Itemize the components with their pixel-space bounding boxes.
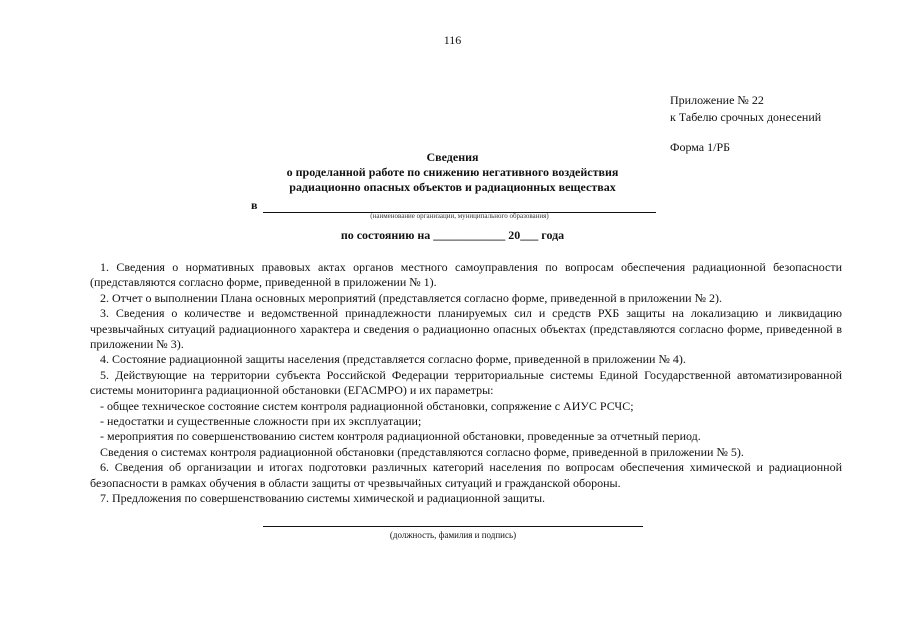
item-5-bullet-3: - мероприятия по совершенствованию систем контроля радиационной обстановки, проведенные за отчетный период. xyxy=(100,429,701,444)
organization-field xyxy=(251,198,656,228)
signature-line xyxy=(263,526,643,527)
as-of-date-line: по состоянию на ____________ 20___ года xyxy=(340,228,565,242)
item-2: 2. Отчет о выполнении Плана основных мероприятий (представляется согласно форме, приведенной в приложении № 2). xyxy=(100,290,723,305)
signature-block xyxy=(263,526,643,540)
item-5-bullet-1: - общее техническое состояние систем контроля радиационной обстановки, сопряжение с АИУС РСЧС; xyxy=(100,398,634,413)
document-title xyxy=(0,150,905,195)
item-7: 7. Предложения по совершенствованию системы химической и радиационной защиты. xyxy=(100,491,546,506)
appendix-header xyxy=(670,92,821,156)
form-code: Форма 1/РБ xyxy=(670,140,731,154)
item-5-note: Сведения о системах контроля радиационной обстановки (представляются согласно форме, приведенной в приложении № 5). xyxy=(100,444,744,459)
title-line-1: Сведения xyxy=(426,150,479,164)
title-line-2: о проделанной работе по снижению негативного воздействия xyxy=(286,165,619,179)
item-1: 1. Сведения о нормативных правовых актах органов местного самоуправления по вопросам обеспечения радиационной безопасности (представляются согласно форме, приведенной в приложении № 1). xyxy=(90,260,842,290)
signature-caption: (должность, фамилия и подпись) xyxy=(389,530,517,540)
page-number: 116 xyxy=(443,33,462,47)
item-5-bullet-2: - недостатки и существенные сложности при их эксплуатации; xyxy=(100,414,422,429)
title-line-3: радиационно опасных объектов и радиационных веществах xyxy=(289,180,616,194)
document-body xyxy=(90,260,842,507)
appendix-reference: к Табелю срочных донесений xyxy=(670,110,822,124)
item-5: 5. Действующие на территории субъекта Российской Федерации территориальные системы Единой Государственной автоматизированной системы мониторинга радиационной обстановки (ЕГАСМРО) и их параметры: xyxy=(90,367,842,398)
organization-prefix: в xyxy=(251,198,258,212)
appendix-number: Приложение № 22 xyxy=(670,93,764,107)
item-4: 4. Состояние радиационной защиты населения (представляется согласно форме, приведенной в приложении № 4). xyxy=(100,352,686,367)
organization-caption: (наименование организации, муниципального образования) xyxy=(370,212,549,220)
item-3: 3. Сведения о количестве и ведомственной принадлежности планируемых сил и средств РХБ защиты на локализацию и ликвидацию чрезвычайных ситуаций радиационного характера и сведения о радиационно опасных объектах (представляются согласно форме, приведенной в приложении № 3). xyxy=(90,306,842,352)
item-6: 6. Сведения об организации и итогах подготовки различных категорий населения по вопросам обеспечения химической и радиационной безопасности в рамках обучения в области защиты от чрезвычайных ситуаций и гражданской обороны. xyxy=(90,460,842,490)
